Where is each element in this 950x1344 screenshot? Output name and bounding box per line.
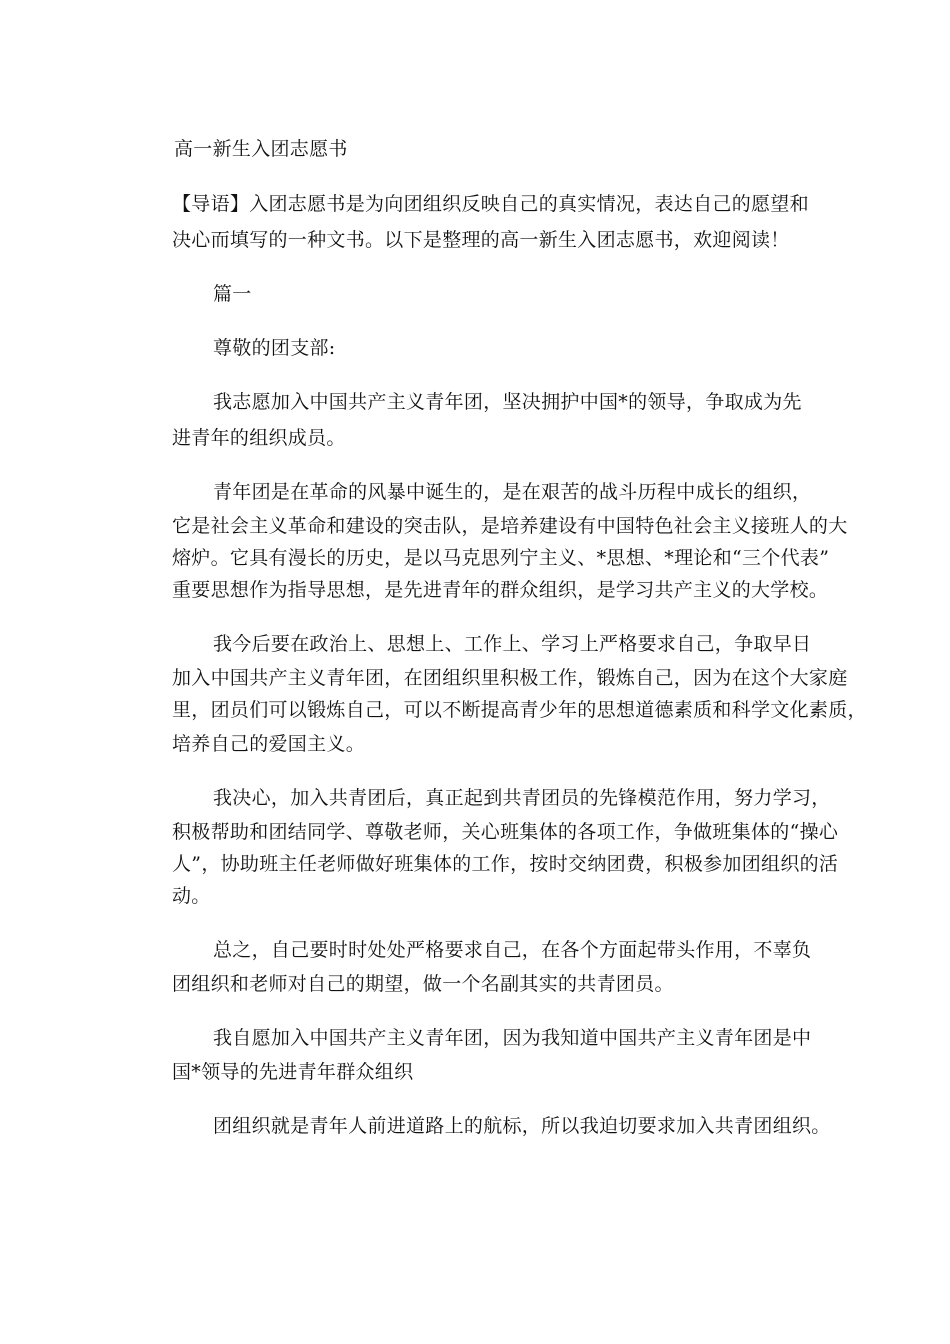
intro-line: 决心而填写的一种文书。以下是整理的高一新生入团志愿书，欢迎阅读！ [172,229,790,251]
document-title: 高一新生入团志愿书 [174,138,348,160]
paragraph-line: 重要思想作为指导思想，是先进青年的群众组织，是学习共产主义的大学校。 [172,579,829,601]
paragraph-line: 我决心，加入共青团后，真正起到共青团员的先锋模范作用，努力学习， [213,787,831,809]
paragraph-line: 里，团员们可以锻炼自己，可以不断提高青少年的思想道德素质和科学文化素质， [172,699,867,721]
paragraph-line: 我自愿加入中国共产主义青年团，因为我知道中国共产主义青年团是中 [213,1027,812,1049]
section-label: 篇一 [213,283,252,305]
paragraph-line: 它是社会主义革命和建设的突击队，是培养建设有中国特色社会主义接班人的大 [172,515,848,537]
paragraph-line: 培养自己的爱国主义。 [172,733,366,755]
paragraph-line: 团组织就是青年人前进道路上的航标，所以我迫切要求加入共青团组织。 [213,1115,831,1137]
paragraph-line: 人”，协助班主任老师做好班集体的工作，按时交纳团费，积极参加团组织的活 [172,853,839,875]
paragraph-line: 积极帮助和团结同学、尊敬老师，关心班集体的各项工作，争做班集体的“操心 [172,821,839,843]
paragraph-line: 熔炉。它具有漫长的历史，是以马克思列宁主义、*思想、*理论和“三个代表” [172,547,830,569]
paragraph-line: 国*领导的先进青年群众组织 [172,1061,414,1083]
paragraph-line: 我志愿加入中国共产主义青年团，坚决拥护中国*的领导，争取成为先 [213,391,802,413]
paragraph-line: 动。 [172,885,211,907]
paragraph-line: 我今后要在政治上、思想上、工作上、学习上严格要求自己，争取早日 [213,633,812,655]
paragraph-line: 青年团是在革命的风暴中诞生的，是在艰苦的战斗历程中成长的组织， [213,481,812,503]
paragraph-line: 团组织和老师对自己的期望，做一个名副其实的共青团员。 [172,973,674,995]
paragraph-line: 总之，自己要时时处处严格要求自己，在各个方面起带头作用，不辜负 [213,939,812,961]
salutation: 尊敬的团支部: [213,337,336,359]
paragraph-line: 进青年的组织成员。 [172,427,346,449]
intro-line: 【导语】入团志愿书是为向团组织反映自己的真实情况，表达自己的愿望和 [172,193,809,215]
paragraph-line: 加入中国共产主义青年团，在团组织里积极工作，锻炼自己，因为在这个大家庭 [172,667,848,689]
